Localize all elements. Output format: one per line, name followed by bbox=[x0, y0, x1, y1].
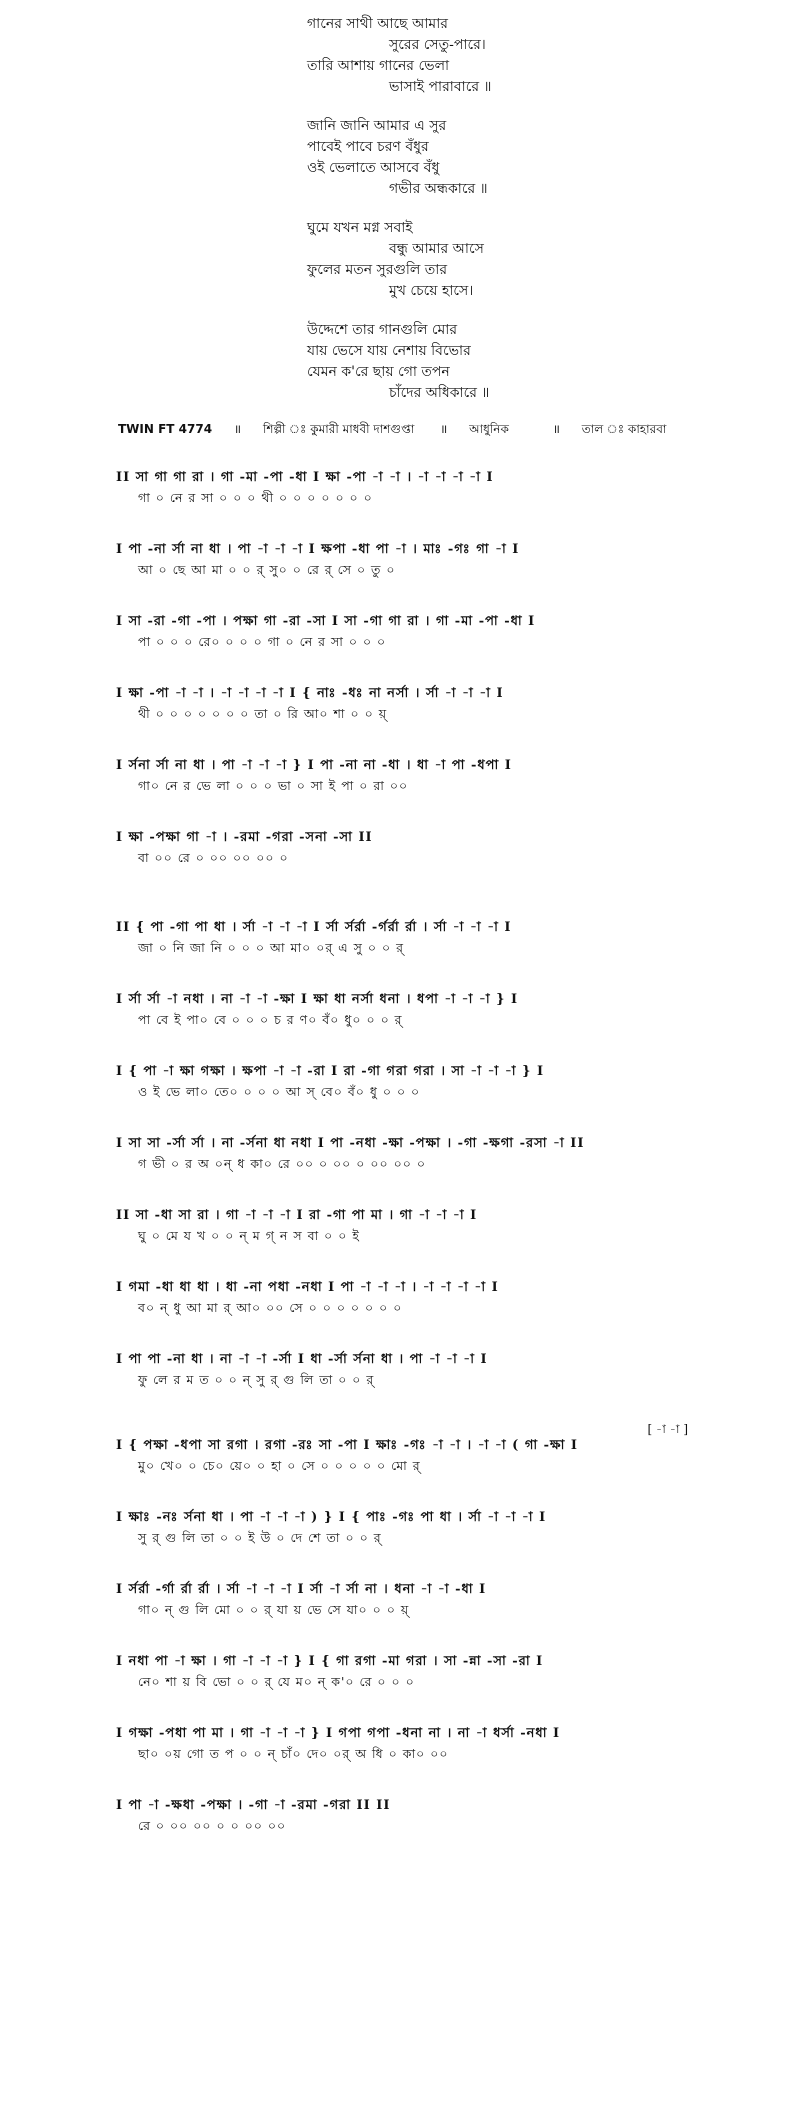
swara-line: I ক্ষা -পক্ষা গা -া । -রমা -গরা -সনা -সা II bbox=[116, 830, 373, 845]
notation-row bbox=[116, 684, 696, 724]
lyrics-line: উদ্দেশে তার গানগুলি মোর bbox=[307, 322, 458, 338]
row-gap bbox=[116, 1620, 696, 1652]
row-gap bbox=[116, 1030, 696, 1062]
optional-notes: [ -া -া ] bbox=[647, 1422, 688, 1436]
row-gap bbox=[116, 1246, 696, 1278]
lyrics-line: পাবেই পাবে চরণ বঁধুর bbox=[307, 139, 429, 155]
sahitya-line: জা ০ নি জা নি ০ ০ ০ আ মা০ ০র্ এ সু ০ ০ র্ bbox=[138, 940, 404, 955]
lyrics-line: ঘুমে যখন মগ্ন সবাই bbox=[307, 220, 413, 236]
lyrics-line: তারি আশায় গানের ভেলা bbox=[307, 58, 450, 74]
row-gap bbox=[116, 1476, 696, 1508]
swara-line: I { পক্ষা -ধপা সা রগা । রগা -রঃ সা -পা I ক্ষাঃ -গঃ -া -া । -া -া ( গা -ক্ষা I bbox=[116, 1438, 578, 1453]
artist-credit: শিল্পী ঃ কুমারী মাধবী দাশগুপ্তা bbox=[262, 422, 415, 436]
row-gap bbox=[116, 1390, 696, 1422]
swara-line: I { পা -া ক্ষা গক্ষা । ক্ষপা -া -া -রা I রা -গা গরা গরা । সা -া -া -া } I bbox=[116, 1064, 545, 1079]
notation-row bbox=[116, 1796, 696, 1836]
lyrics-line: ভাসাই পারাবারে ॥ bbox=[389, 79, 492, 95]
row-gap bbox=[116, 580, 696, 612]
lyrics-line: ফুলের মতন সুরগুলি তার bbox=[307, 262, 448, 278]
lyrics-stanza bbox=[307, 14, 607, 98]
swara-line: I গক্ষা -পধা পা মা । গা -া -া -া } I গপা গপা -ধনা না । না -া ধর্সা -নধা I bbox=[116, 1726, 561, 1741]
swara-line: II { পা -গা পা ধা । র্সা -া -া -া I র্সা র্সর্রা -র্গর্রা র্রা । র্সা -া -া -া I bbox=[116, 920, 512, 935]
swara-line: II সা -ধা সা রা । গা -া -া -া I রা -গা পা মা । গা -া -া -া I bbox=[116, 1208, 478, 1223]
sahitya-line: গা০ নে র ভে লা ০ ০ ০ ভা ০ সা ই পা ০ রা ০০ bbox=[138, 778, 409, 793]
sahitya-line: ঘু ০ মে য খ ০ ০ ন্ ম গ্ ন স বা ০ ০ ই bbox=[138, 1228, 360, 1243]
lyrics-line: যেমন ক'রে ছায় গো তপন bbox=[307, 364, 450, 380]
swara-line: I পা পা -না ধা । না -া -া -র্সা I ধা -র্সা র্সনা ধা । পা -া -া -া I bbox=[116, 1352, 488, 1367]
notation-row bbox=[116, 1134, 696, 1174]
sahitya-line: ছা০ ০য় গো ত প ০ ০ ন্ চাঁ০ দে০ ০র্ অ ধি ০ কা০ ০০ bbox=[138, 1746, 449, 1761]
sahitya-line: গা০ ন্ গু লি মো ০ ০ র্ যা য় ভে সে যা০ ০ ০ য়্ bbox=[138, 1602, 410, 1617]
notation-row bbox=[116, 1206, 696, 1246]
lyrics-block bbox=[307, 14, 607, 422]
notation-row bbox=[116, 1724, 696, 1764]
swara-line: I নধা পা -া ক্ষা । গা -া -া -া } I { গা রগা -মা গরা । সা -ন্না -সা -রা I bbox=[116, 1654, 544, 1669]
row-gap bbox=[116, 1318, 696, 1350]
row-gap bbox=[116, 1102, 696, 1134]
sahitya-line: আ ০ ছে আ মা ০ ০ র্ সু০ ০ রে র্ সে ০ তু ০ bbox=[138, 562, 396, 577]
row-gap bbox=[116, 508, 696, 540]
notation-row bbox=[116, 756, 696, 796]
sahitya-line: পা ০ ০ ০ রে০ ০ ০ ০ গা ০ নে র সা ০ ০ ০ bbox=[138, 634, 387, 649]
tala-label: তাল ঃ কাহারবা bbox=[581, 422, 667, 436]
sahitya-line: গ ভী ০ র অ ০ন্ ধ কা০ রে ০০ ০ ০০ ০ ০০ ০০ ০ bbox=[138, 1156, 426, 1171]
separator: ॥ bbox=[233, 422, 242, 436]
sahitya-line: ফু লে র ম ত ০ ০ ন্ সু র্ গু লি তা ০ ০ র্ bbox=[138, 1372, 375, 1387]
row-gap bbox=[116, 796, 696, 828]
notation-row bbox=[116, 612, 696, 652]
record-number: TWIN FT 4774 bbox=[118, 422, 213, 436]
lyrics-line: গানের সাথী আছে আমার bbox=[307, 16, 448, 32]
lyrics-line: মুখ চেয়ে হাসে। bbox=[389, 283, 474, 299]
separator: ॥ bbox=[552, 422, 560, 436]
row-gap bbox=[116, 1174, 696, 1206]
sahitya-line: ব০ ন্ ধু আ মা র্ আ০ ০০ সে ০ ০ ০ ০ ০ ০ ০ bbox=[138, 1300, 403, 1315]
lyrics-stanza bbox=[307, 218, 607, 302]
lyrics-line: যায় ভেসে যায় নেশায় বিভোর bbox=[307, 343, 471, 359]
row-gap bbox=[116, 868, 696, 918]
notation-row bbox=[116, 1278, 696, 1318]
lyrics-stanza bbox=[307, 116, 607, 200]
notation-row bbox=[116, 540, 696, 580]
lyrics-line: ওই ভেলাতে আসবে বঁধু bbox=[307, 160, 440, 176]
notation-block bbox=[116, 468, 696, 1836]
notation-row bbox=[116, 1508, 696, 1548]
notation-row bbox=[116, 1422, 696, 1476]
notation-row bbox=[116, 468, 696, 508]
notation-row bbox=[116, 1580, 696, 1620]
row-gap bbox=[116, 1548, 696, 1580]
notation-row bbox=[116, 1062, 696, 1102]
lyrics-stanza bbox=[307, 320, 607, 404]
sahitya-line: সু র্ গু লি তা ০ ০ ই উ ০ দে শে তা ০ ০ র্ bbox=[138, 1530, 382, 1545]
row-gap bbox=[116, 1692, 696, 1724]
notation-row bbox=[116, 990, 696, 1030]
swara-line: I ক্ষাঃ -নঃ র্সনা ধা । পা -া -া -া ) } I { পাঃ -গঃ পা ধা । র্সা -া -া -া I bbox=[116, 1510, 547, 1525]
swara-line: I গমা -ধা ধা ধা । ধা -না পধা -নধা I পা -া -া -া । -া -া -া -া I bbox=[116, 1280, 499, 1295]
song-header bbox=[118, 420, 758, 441]
swara-line: I ক্ষা -পা -া -া । -া -া -া -া I { নাঃ -ধঃ না নর্সা । র্সা -া -া -া I bbox=[116, 686, 504, 701]
swara-line: I র্সর্রা -র্গা র্রা র্রা । র্সা -া -া -া I র্সা -া র্সা না । ধনা -া -া -ধা I bbox=[116, 1582, 487, 1597]
sahitya-line: ও ই ভে লা০ তে০ ০ ০ ০ আ স্ বে০ বঁ০ ধু ০ ০ ০ bbox=[138, 1084, 421, 1099]
genre-label: আধুনিক bbox=[469, 422, 509, 436]
lyrics-line: সুরের সেতু-পারে। bbox=[389, 37, 486, 53]
notation-row bbox=[116, 918, 696, 958]
sahitya-line: থী ০ ০ ০ ০ ০ ০ ০ তা ০ রি আ০ শা ০ ০ য়্ bbox=[138, 706, 388, 721]
row-gap bbox=[116, 958, 696, 990]
sahitya-line: নে০ শা য় বি ভো ০ ০ র্ যে ম০ ন্ ক'০ রে ০ ০ ০ bbox=[138, 1674, 415, 1689]
row-gap bbox=[116, 1764, 696, 1796]
swara-line: I পা -না র্সা না ধা । পা -া -া -া I ক্ষপা -ধা পা -া । মাঃ -গঃ গা -া I bbox=[116, 542, 520, 557]
row-gap bbox=[116, 652, 696, 684]
swara-line: I র্সনা র্সা না ধা । পা -া -া -া } I পা -না না -ধা । ধা -া পা -ধপা I bbox=[116, 758, 512, 773]
lyrics-line: বন্ধু আমার আসে bbox=[389, 241, 484, 257]
separator: ॥ bbox=[440, 422, 448, 436]
sahitya-line: রে ০ ০০ ০০ ০ ০ ০০ ০০ bbox=[138, 1818, 287, 1833]
sahitya-line: মু০ খে০ ০ চে০ য়ে০ ০ হা ০ সে ০ ০ ০ ০ ০ মো র্ bbox=[138, 1458, 421, 1473]
lyrics-line: জানি জানি আমার এ সুর bbox=[307, 118, 447, 134]
swara-line: I পা -া -ক্ষধা -পক্ষা । -গা -া -রমা -গরা II II bbox=[116, 1798, 391, 1813]
notation-row bbox=[116, 1350, 696, 1390]
sahitya-line: গা ০ নে র সা ০ ০ ০ থী ০ ০ ০ ০ ০ ০ ০ bbox=[138, 490, 373, 505]
lyrics-line: গভীর অন্ধকারে ॥ bbox=[389, 181, 488, 197]
notation-row bbox=[116, 828, 696, 868]
sahitya-line: বা ০০ রে ০ ০০ ০০ ০০ ০ bbox=[138, 850, 289, 865]
notation-row bbox=[116, 1652, 696, 1692]
swara-line: II সা গা গা রা । গা -মা -পা -ধা I ক্ষা -পা -া -া । -া -া -া -া I bbox=[116, 470, 494, 485]
lyrics-line: চাঁদের অধিকারে ॥ bbox=[389, 385, 490, 401]
swara-line: I র্সা র্সা -া নধা । না -া -া -ক্ষা I ক্ষা ধা নর্সা ধনা । ধপা -া -া -া } I bbox=[116, 992, 519, 1007]
row-gap bbox=[116, 724, 696, 756]
swara-line: I সা -রা -গা -পা । পক্ষা গা -রা -সা I সা -গা গা রা । গা -মা -পা -ধা I bbox=[116, 614, 536, 629]
sahitya-line: পা বে ই পা০ বে ০ ০ ০ চ র ণ০ বঁ০ ধু০ ০ ০ র্ bbox=[138, 1012, 403, 1027]
swara-line: I সা সা -র্সা র্সা । না -র্সনা ধা নধা I পা -নধা -ক্ষা -পক্ষা । -গা -ক্ষগা -রসা -া II bbox=[116, 1136, 585, 1151]
